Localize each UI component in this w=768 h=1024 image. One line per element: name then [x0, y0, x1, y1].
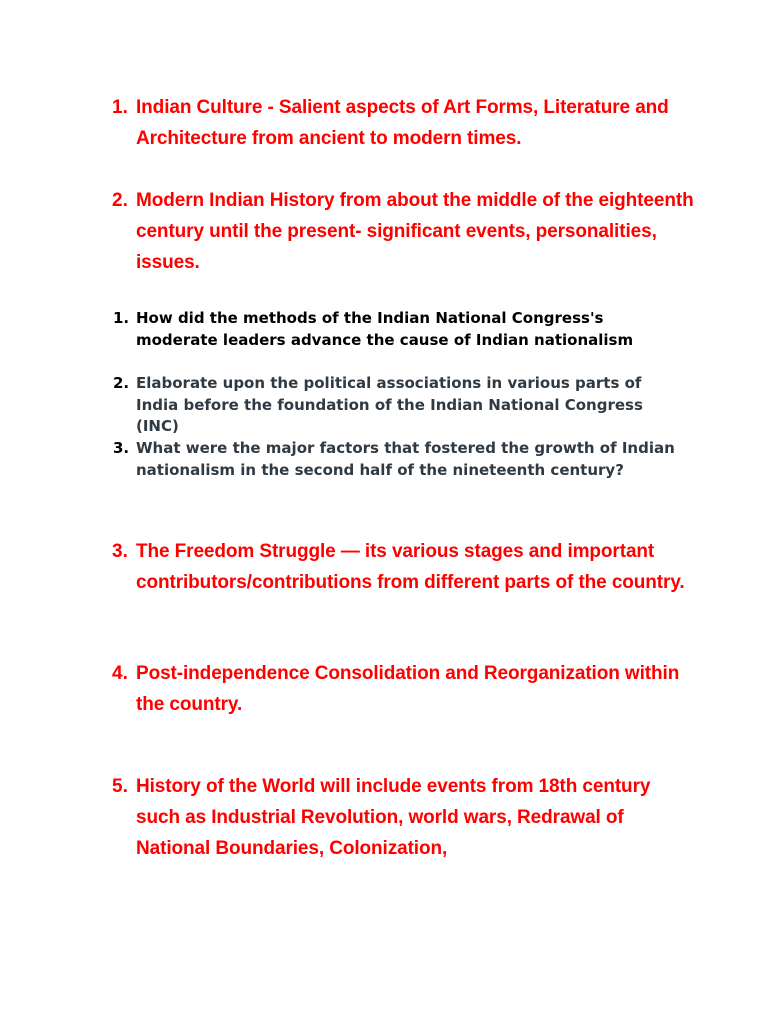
topic-number: 4. — [112, 663, 128, 684]
topic-number: 2. — [112, 190, 128, 211]
topic-text: The Freedom Struggle — its various stages and important contributors/contributions from different parts of the country. — [136, 541, 685, 593]
question-number: 3. — [113, 439, 130, 457]
topic-text: Post-independence Consolidation and Reorganization within the country. — [136, 663, 680, 715]
question-number: 2. — [113, 374, 130, 392]
topic-text: Indian Culture - Salient aspects of Art Forms, Literature and Architecture from ancient to modern times. — [136, 97, 669, 149]
topic-number: 1. — [112, 97, 128, 118]
question-text: What were the major factors that fostered the growth of Indian nationalism in the second half of the nineteenth century? — [136, 439, 675, 479]
topic-text: History of the World will include events from 18th century such as Industrial Revolution, world wars, Redrawal of National Boundaries, Colonization, — [136, 776, 651, 859]
topic-text: Modern Indian History from about the middle of the eighteenth century until the present- significant events, personalities, issues. — [136, 190, 694, 273]
question-text: Elaborate upon the political associations in various parts of India before the foundation of the Indian National Congress (INC) — [136, 374, 643, 435]
question-number: 1. — [113, 309, 130, 327]
topic-number: 5. — [112, 776, 128, 797]
question-text: How did the methods of the Indian National Congress's moderate leaders advance the cause of Indian nationalism — [136, 309, 634, 349]
topic-number: 3. — [112, 541, 128, 562]
